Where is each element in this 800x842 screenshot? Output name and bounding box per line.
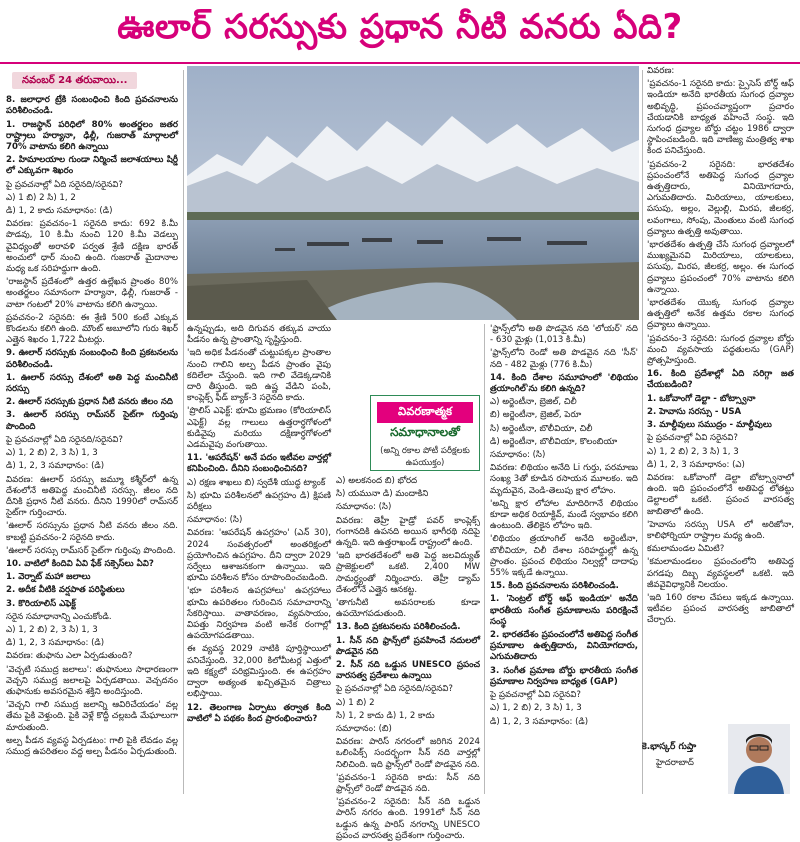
- col2-paragraph: ఈ వ్యవస్థ 2029 నాటికి పూర్తిస్థాయిలో పనిచేస్తుంది. 32,000 కిలోమీటర్ల ఎత్తులో ఇది కక్ష్యలో పరిభ్రమిస్తుంది. ఈ ఉపగ్రహం ద్వారా అత్యంత ఖచ్చితమైన చిత్రాలు లభిస్తాయి.: [187, 644, 331, 700]
- column-3-text: [336, 476, 480, 842]
- col4-paragraph: ఎ) 1, 2 బి) 2, 3 సి) 1, 3: [490, 703, 582, 714]
- lake-photo-graphic: [187, 66, 639, 320]
- column-divider: [484, 324, 485, 794]
- col2-paragraph: 'భూ పరిశీలన ఉపగ్రహాలు' ఉపగ్రహాలు భూమి ఉపరితలం గురించిన సమాచారాన్ని సేకరిస్తాయి. వాతావరణం, వ్యవసాయం, విపత్తు నిర్వహణ వంటి అనేక రంగాల్లో ఉపయోగపడతాయి.: [187, 586, 331, 642]
- col3-paragraph: సి) యమునా డి) మందాకిని: [336, 489, 429, 500]
- col2-paragraph: 12. తెలంగాణ ఏర్పాటు తర్వాత కింది వాటిలో ఏ పథకం కింద ప్రారంభించారు?: [187, 702, 331, 724]
- col3-paragraph: 'తాగునీటి అవసరాలకు కూడా ఉపయోగపడుతుంది.: [336, 598, 480, 620]
- col2-paragraph: 11. 'ఆపరేషన్' అనే పదం ఇటీవల వార్తల్లో కనిపించింది. దీనిని సంబంధించినది?: [187, 453, 331, 475]
- col4-paragraph: 2. భారతదేశం ప్రపంచంలోనే అతిపెద్ద సంగీత ప్రమాణాల ఉత్పత్తిదారు, వినియోగదారు, ఎగుమతిదారు: [490, 630, 638, 663]
- col3-paragraph: 'ప్రవచనం-2 సరైనది: సీన్ నది ఒడ్డున పారిస్ నగరం ఉంది. 1991లో సీన్ నది ఒడ్డున ఉన్న పారిస్ నగరాన్ని UNESCO ప్రపంచ వారసత్వ ప్రదేశంగా గుర్తించారు.: [336, 797, 480, 841]
- col3-paragraph: 13. కింది ప్రకటనలను పరిశీలించండి.: [336, 622, 461, 633]
- col4-paragraph: 'అన్ని క్షార లోహాల మాదిరిగానే లిథియం కూడా అధిక రియాక్టివ్, మండే స్వభావం కలిగి ఉంటుంది. తేలికైన లోహం ఇది.: [490, 498, 638, 532]
- col3-paragraph: 'ఇది భారతదేశంలో అతి పెద్ద జలవిద్యుత్ ప్రాజెక్టులలో ఒకటి. 2,400 MW సామర్థ్యంతో నిర్మించారు. తెహ్రీ డ్యామ్ దేశంలోనే ఎత్తైన ఆనకట్ట.: [336, 551, 480, 595]
- col5-paragraph: వివరణ: ఒకోవాంగో డెల్టా బోట్స్వానాలో ఉంది. ఇది ప్రపంచంలోనే అతిపెద్ద లోతట్టు డెల్టాలలో ఒకటి. ప్రపంచ వారసత్వ జాబితాలో ఉంది.: [647, 472, 794, 517]
- col5-paragraph: పై ప్రవచనాల్లో ఏవి సరైనవి?: [647, 433, 738, 444]
- column-1: [6, 66, 178, 798]
- col1-paragraph: వివరణ: తుఫాను ఎలా ఏర్పడుతుంది?: [6, 651, 133, 662]
- continuation-tag: నవంబర్ 24 తరువాయి...: [12, 72, 137, 89]
- col2-paragraph: సమాధానం: (సి): [187, 515, 243, 526]
- col1-paragraph: పై ప్రవచనాల్లో ఏది సరైనది/సరైనవి?: [6, 434, 123, 445]
- col4-paragraph: పై ప్రవచనాల్లో ఏవి సరైనవి?: [490, 690, 581, 701]
- col2-paragraph: ఉన్నప్పుడు, అది దిగువన తక్కువ వాయు పీడనం ఉన్న ప్రాంతాన్ని సృష్టిస్తుంది.: [187, 324, 331, 346]
- column-1-text: [6, 95, 178, 758]
- col2-paragraph: 'ప్రొలిస్ ఎఫెక్ట్: భూమి భ్రమణం (కోరియాలిస్ ఎఫెక్ట్) వల్ల గాలులు ఉత్తరార్ధగోళంలో కుడివైపు మరియు దక్షిణార్ధగోళంలో ఎడమవైపు వంగుతాయి.: [187, 406, 331, 451]
- col1-paragraph: 2. అదీక వీటికి వర్షపాత పరిస్థితులు: [6, 585, 125, 596]
- info-box: [370, 395, 480, 471]
- col5-paragraph: 'ఇది 160 రకాల చేపలు ఇక్కడ ఉన్నాయి. ఇటీవల ప్రపంచ వారసత్వ జాబితాలో చేర్చారు.: [647, 592, 794, 626]
- col4-paragraph: డి) అర్జెంటీనా, బొలీవియా, కొలంబియా: [490, 436, 618, 447]
- col5-paragraph: 'భారతదేశం యొక్క సుగంధ ద్రవ్యాల ఉత్పత్తిలో అనేక ఉత్తమ రకాల సుగంధ ద్రవ్యాలు ఉన్నాయి.: [647, 298, 794, 331]
- col5-paragraph: వివరణ:: [647, 66, 675, 76]
- col1-paragraph: పై ప్రవచనాల్లో ఏది సరైనది/సరైనవి?: [6, 179, 123, 190]
- col3-paragraph: వివరణ: పారిస్ నగరంలో జరిగిన 2024 ఒలింపిక్స్ సందర్భంగా సీన్ నది వార్తల్లో నిలిచింది. ఇది ఫ్రాన్స్‌లో రెండో పొడవైన నది.: [336, 737, 480, 770]
- author-avatar: [728, 724, 790, 794]
- col3-paragraph: 2. సీన్ నది ఒడ్డున UNESCO ప్రపంచ వారసత్వ ప్రదేశాలు ఉన్నాయి: [336, 660, 480, 682]
- col5-paragraph: 'ప్రవచనం-1 సరైనది కాదు: స్పైసెస్ బోర్డ్ ఆఫ్ ఇండియా అనేది భారతీయ సుగంధ ద్రవ్యాల అభివృద్ధి, ప్రపంచవ్యాప్తంగా ప్రచారం చేయడానికి బాధ్యత వహించే సంస్థ. ఇది సుగంధ ద్రవ్యాల బోర్డు చట్టం 1986 ద్వారా స్థాపించబడింది. ఇది వాణిజ్య మంత్రిత్వ శాఖ కింద పనిచేస్తుంది.: [647, 79, 794, 157]
- col5-paragraph: ఎ) 1, 2 బి) 2, 3 సి) 1, 3: [647, 446, 739, 457]
- col1-paragraph: వివరణ: ప్రవచనం-1 సరైనది కాదు: 692 కి.మీ పొడవు, 10 కి.మీ నుంచి 120 కి.మీ వెడల్పు వైవిధ్యంతో అరావళి పర్వత శ్రేణి దక్షిణ భారత్ అంచులో ధార్ నుంచి ఉంది. గుజరాత్ మైదానాల మధ్య ఒక సరిహద్దుగా ఉంది.: [6, 219, 178, 275]
- col4-paragraph: సి) అర్జెంటీనా, బొలీవియా, చిలీ: [490, 423, 593, 434]
- col1-paragraph: డి) 1, 2 కాదు సమాధానం: (డి): [6, 206, 113, 217]
- col3-paragraph: పై ప్రవచనాల్లో ఏది సరైనది/సరైనవి?: [336, 684, 453, 695]
- col4-paragraph: 15. కింది ప్రవచనాలను పరిశీలించండి.: [490, 581, 619, 592]
- col4-paragraph: 1. 'సెంట్రల్ బోర్డ్ ఆఫ్ ఇండియా' అనేది భారతీయ సంగీత ప్రమాణాలను పరిరక్షించే సంస్థ: [490, 594, 638, 627]
- col4-paragraph: 'ఫ్రాన్స్‌లోని రెండో అతి పొడవైన నది 'సీన్' నది - 482 మైళ్లు (776 కి.మీ): [490, 348, 638, 370]
- col1-paragraph: 'ఊలార్ సరస్సు రామ్‌సర్ సైట్‌గా గుర్తింపు పొందింది.: [6, 545, 176, 556]
- col4-paragraph: 'ఫ్రాన్స్‌లోని అతి పొడవైన నది 'లోయర్' నది - 630 మైళ్లు (1,013 కి.మీ): [490, 324, 638, 346]
- col1-paragraph: 3. కొరియాలిస్ ఎఫెక్ట్: [6, 598, 76, 609]
- info-box-title: వివరణాత్మక: [377, 402, 473, 423]
- column-divider: [183, 70, 184, 794]
- column-4-text: [490, 324, 638, 728]
- col5-paragraph: 'భారతదేశం ఉత్పత్తి చేసే సుగంధ ద్రవ్యాలలో ముఖ్యమైనవి మిరియాలు, యాలకులు, పసుపు, మిరప, జీలకర్ర, అల్లం. ఈ సుగంధ ద్రవ్యాలు ప్రపంచంలో 70% వాటాను కలిగి ఉన్నాయి.: [647, 240, 794, 295]
- col1-paragraph: అల్ప పీడన వ్యవస్థ ఏర్పడటం: గాలి పైకి లేవడం వల్ల సముద్ర ఉపరితలం వద్ద అల్ప పీడనం ఏర్పడుతుంది.: [6, 735, 178, 757]
- column-divider: [642, 70, 643, 794]
- column-2: [187, 324, 331, 798]
- col3-paragraph: సమాధానం: (సి): [336, 502, 392, 513]
- col1-paragraph: 1. ఊలార్ సరస్సు దేశంలో అతి పెద్ద మంచినీటి సరస్సు: [6, 372, 178, 395]
- col1-paragraph: 'ఊలార్ సరస్సును ప్రధాన నీటి వనరు జీలం నది. కాబట్టి ప్రవచనం-2 సరైనది కాదు.: [6, 521, 178, 543]
- article-body: [6, 66, 794, 841]
- col1-paragraph: 10. వాటిలో కిందివి ఏవి ఫేక్ సక్సెస్‌లు ఏవి?: [6, 558, 154, 569]
- col1-paragraph: 9. ఊలార్ సరస్సుకు సంబంధించి కింది ప్రకటనలను పరిశీలించండి.: [6, 348, 178, 370]
- col1-paragraph: ఎ) 1, 2 బి) 2, 3 సి) 1, 3: [6, 624, 98, 635]
- col1-paragraph: 1. రాజస్థాన్ పరిధిలో 80% అంతర్జలం జతర రాష్ట్రాలు హర్యానా, ఢిల్లీ, గుజరాత్ మార్గాలలో 70% వాటాను కలిగి ఉన్నాయి: [6, 119, 178, 153]
- col3-paragraph: వివరణ: తెహ్రీ హైడ్రో పవర్ కాంప్లెక్స్ గంగానదికి ఉపనది అయిన భాగీరథి నదిపై ఉన్నది. ఇది ఉత్తరాఖండ్ రాష్ట్రంలో ఉంది.: [336, 515, 480, 549]
- col3-paragraph: ఎ) అలకనంద బి) భోరద: [336, 476, 418, 486]
- col1-paragraph: సరైన సమాధానాన్ని ఎంచుకోండి.: [6, 611, 112, 622]
- column-5-text: [647, 66, 794, 627]
- author-byline: [642, 724, 790, 796]
- col5-paragraph: 'హెవాసు సరస్సు USA లో అరిజోనా, కాలిఫోర్నియా రాష్ట్రాల మధ్య ఉంది.: [647, 519, 794, 541]
- info-box-note: (అన్ని రకాల పోటీ పరీక్షలకు ఉపయుక్తం): [380, 446, 470, 468]
- col3-paragraph: 'ప్రవచనం-1 సరైనది కాదు: సీన్ నది ఫ్రాన్స్‌లో రెండో పొడవైన నది.: [336, 772, 480, 795]
- col1-paragraph: వివరణ: ఊలార్ సరస్సు జమ్మూ కశ్మీర్‌లో ఉన్న దేశంలోనే అతిపెద్ద మంచినీటి సరస్సు. జీలం నది దీనికి ప్రధాన నీటి వనరు. దీనిని 1990లో రామ్‌సర్ సైట్‌గా గుర్తించారు.: [6, 474, 178, 519]
- col4-paragraph: ఎ) అర్జెంటీనా, బ్రెజిల్, చిలీ: [490, 397, 577, 408]
- page-headline: ఊలార్ సరస్సుకు ప్రధాన నీటి వనరు ఏది?: [0, 0, 800, 64]
- avatar-icon: [728, 724, 790, 794]
- col1-paragraph: డి) 1, 2, 3 సమాధానం: (డి): [6, 461, 105, 472]
- col2-paragraph: సి) భూమి పరిశీలనలో ఉపగ్రహం డి) క్షిపణి పరీక్షలు: [187, 490, 331, 513]
- col1-paragraph: 8. జలాధార ట్రేకి సంబంధించి కింది ప్రవచనాలను పరిశీలించండి.: [6, 95, 178, 117]
- col3-paragraph: సమాధానం: (బి): [336, 724, 392, 735]
- col2-paragraph: 'ఇది అధిక పీడనంతో చుట్టుపక్కల ప్రాంతాల నుంచి గాలిని అల్ప పీడన ప్రాంతం వైపు కదిలేలా చేస్తుంది. ఇది గాలి వేడెక్కడానికి దారి తీస్తుంది. ఇది ఉష్ణ వేడిని పంపి, కాంప్లెక్స్ ఫీడ్ బ్యాక్-3 సరైనది కాదు.: [187, 348, 331, 404]
- col3-paragraph: సి) 1, 2 కాదు డి) 1, 2 కాదు: [336, 710, 435, 721]
- col5-paragraph: 16. కింది ప్రదేశాల్లో ఏది సరిగ్గా జత చేయబడింది?: [647, 369, 794, 391]
- col5-paragraph: 2. హెవాసు సరస్సు - USA: [647, 406, 742, 417]
- col1-paragraph: ఎ) 1 బి) 2 సి) 1, 2: [6, 192, 76, 203]
- col2-paragraph: ఎ) రక్షణ శాఖలు బి) స్వదేశీ యుద్ధ ట్యాంక్: [187, 477, 326, 488]
- info-box-subtitle: సమాధానాలతో: [390, 425, 460, 439]
- col1-paragraph: 2. హిమాలయాల గుండా నిర్మించే జలాశయాలు షిర్డీ లో ఎక్కువగా శిఖరం: [6, 155, 178, 177]
- lake-photo: [187, 66, 639, 320]
- col2-paragraph: వివరణ: 'ఆపరేషన్ ఉపగ్రహం' (ఎన్ 30), 2024 సంవత్సరంలో అంతరిక్షంలో ప్రయోగించిన ఉపగ్రహం. దీని ద్వారా 2029 సర్వేలు ఆశాజనకంగా ఉన్నాయి. ఇది భూమి పరిశీలన కోసం రూపొందించబడింది.: [187, 528, 331, 584]
- column-4: [490, 324, 638, 798]
- col1-paragraph: ఎ) 1, 2 బి) 2, 3 సి) 1, 3: [6, 448, 98, 459]
- col5-paragraph: 'ప్రవచనం-3 సరైనది: సుగంధ ద్రవ్యాల బోర్డు మంచి వ్యవసాయ పద్ధతులను (GAP) ప్రోత్సహిస్తుంది.: [647, 333, 794, 367]
- col5-paragraph: 'ప్రవచనం-2 సరైనది: భారతదేశం ప్రపంచంలోనే అతిపెద్ద సుగంధ ద్రవ్యాల ఉత్పత్తిదారు, వినియోగదారు, ఎగుమతిదారు. మిరియాలు, యాలకులు, పసుపు, అల్లం, వెల్లుల్లి, మిరప, జీలకర్ర, లవంగాలు, సోంపు, మెంతులు వంటి సుగంధ ద్రవ్యాలు ఉత్పత్తి అవుతాయి.: [647, 159, 794, 237]
- col1-paragraph: ప్రవచనం-2 సరైనది: ఈ శ్రేణి 500 కంటే ఎక్కువ కొండలను కలిగి ఉంది. మౌంట్ అబూలోని గురు శిఖర్ ఎత్తైన శిఖరం 1,722 మీటర్లు.: [6, 312, 178, 346]
- col4-paragraph: బి) అర్జెంటీనా, బ్రెజిల్, పెరూ: [490, 410, 582, 421]
- col1-paragraph: 'వెచ్చని గాలి సముద్ర జలాన్ని ఆవిరిచేయడం' వల్ల తేమ పైకి వెళ్తుంది. పైకి వెళ్లే కొద్దీ చల్లబడి మేఘాలుగా మారుతుంది.: [6, 700, 178, 733]
- col3-paragraph: 1. సీన్ నది ఫ్రాన్స్‌లో ప్రవహించే నదులలో పొడవైన నది: [336, 635, 480, 657]
- col5-paragraph: 3. మాల్దీవులు సముద్రం - మాల్దీవులు: [647, 420, 772, 431]
- col5-paragraph: డి) 1, 2, 3 సమాధానం: (ఎ): [647, 459, 745, 470]
- column-3: [336, 476, 480, 841]
- col4-paragraph: 'లిథియం త్రయాంగిల్ అనేది అర్జెంటీనా, బొలీవియా, చిలీ దేశాల సరిహద్దుల్లో ఉన్న ప్రాంతం. ప్రపంచ లిథియం నిల్వల్లో దాదాపు 55% ఇక్కడే ఉన్నాయి.: [490, 534, 638, 579]
- col4-paragraph: 14. కింది దేశాల సమూహంలో 'లిథియం త్రయాంగిల్'ను కలిగి ఉన్నది?: [490, 372, 638, 395]
- col4-paragraph: డి) 1, 2, 3 సమాధానం: (డి): [490, 716, 589, 727]
- col1-paragraph: 1. వెర్నాట్ మహా జలాలు: [6, 572, 91, 583]
- author-name: కె.భాస్కర్ గుప్తా: [642, 742, 697, 752]
- column-5: [647, 66, 794, 718]
- col1-paragraph: 3. ఊలార్ సరస్సు రామ్‌సర్ సైట్‌గా గుర్తింపు పొందింది: [6, 410, 178, 432]
- col5-paragraph: 'కమలామండలం ప్రపంచంలోని అతిపెద్ద పగడపు దిబ్బ వ్యవస్థలలో ఒకటి. ఇది జీవవైవిధ్యానికి నిలయం.: [647, 557, 794, 590]
- col5-paragraph: 1. ఒకోవాంగో డెల్టా - బోట్స్వానా: [647, 393, 756, 404]
- col5-paragraph: కమలామండల ఏమిటి?: [647, 544, 725, 555]
- author-city: హైదరాబాద్: [656, 758, 694, 768]
- col1-paragraph: 'వెచ్చటి సముద్ర జలాలు': తుఫానులు సాధారణంగా వెచ్చని సముద్ర జలాలపై ఏర్పడతాయి. వెచ్చదనం తుఫానుకు అవసరమైన శక్తిని అందిస్తుంది.: [6, 664, 178, 697]
- col3-paragraph: ఎ) 1 బి) 2: [336, 697, 375, 708]
- col1-paragraph: 'రాజస్థాన్ ప్రదేశంలో' ఉత్తర ఉల్లేఖన ప్రాంతం 80% అంతర్జలం సమానంగా హర్యానా, ఢిల్లీ, గుజరాత్ - వాటా గంటలో 20% వాటాను కలిగి ఉన్నాయి.: [6, 277, 178, 310]
- col4-paragraph: 3. సంగీత ప్రమాణ బోర్డు భారతీయ సంగీత ప్రమాణాల నిర్వహణ బాధ్యత (GAP): [490, 665, 638, 687]
- col1-paragraph: డి) 1, 2, 3 సమాధానం: (డి): [6, 638, 105, 649]
- col4-paragraph: సమాధానం: (సి): [490, 450, 546, 461]
- col1-paragraph: 2. ఊలార్ సరస్సుకు ప్రధాన నీటి వనరు జీలం నది: [6, 397, 173, 408]
- column-2-text: [187, 324, 331, 725]
- col4-paragraph: వివరణ: లిథియం అనేది Li గుర్తు, పరమాణు సంఖ్య 3తో కూడిన రసాయన మూలకం. ఇది మృదువైన, వెండి-తెలుపు క్షార లోహం.: [490, 463, 638, 496]
